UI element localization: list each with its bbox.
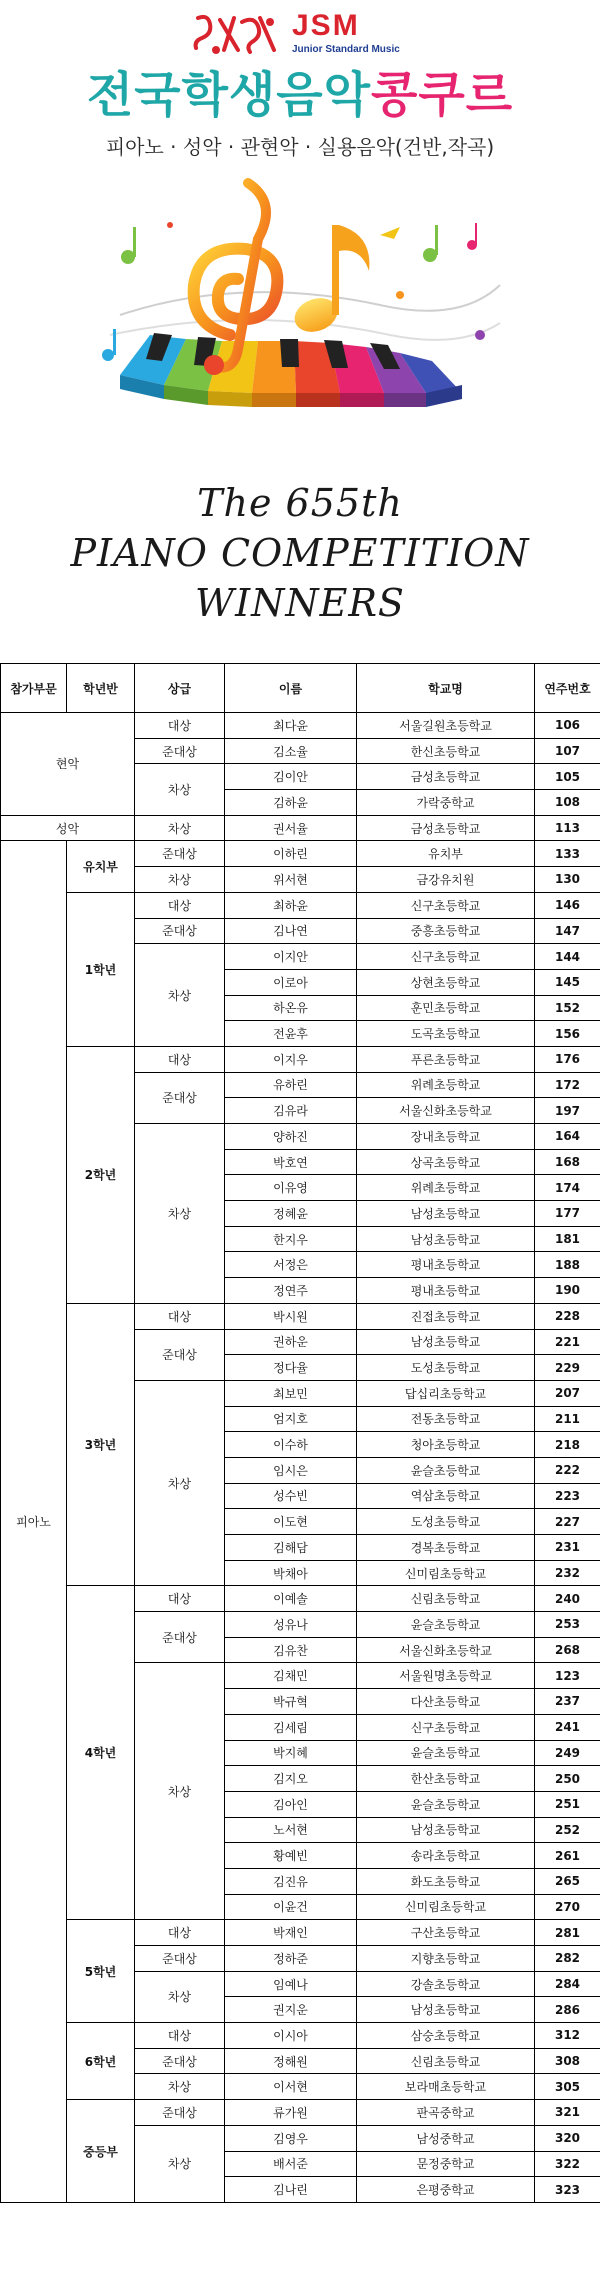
number-cell: 156 xyxy=(535,1021,600,1047)
logo-text: JSM xyxy=(292,9,360,42)
school-cell: 신림초등학교 xyxy=(357,1586,535,1612)
number-cell: 237 xyxy=(535,1689,600,1715)
prize-cell: 차상 xyxy=(135,2125,225,2202)
table-row xyxy=(1,2100,600,2126)
prize-cell: 차상 xyxy=(135,1380,225,1586)
school-cell: 위례초등학교 xyxy=(357,1072,535,1098)
school-cell: 역삼초등학교 xyxy=(357,1483,535,1509)
name-cell: 박호연 xyxy=(225,1149,357,1175)
school-cell: 서울원명초등학교 xyxy=(357,1663,535,1689)
school-cell: 신구초등학교 xyxy=(357,1714,535,1740)
name-cell: 박시원 xyxy=(225,1303,357,1329)
name-cell: 성유나 xyxy=(225,1612,357,1638)
table-header-row xyxy=(1,664,600,713)
prize-cell: 준대상 xyxy=(135,2100,225,2126)
banner-title xyxy=(0,66,600,124)
division-cell: 피아노 xyxy=(1,841,67,2202)
grade-cell: 6학년 xyxy=(67,2023,135,2100)
name-cell: 이윤건 xyxy=(225,1894,357,1920)
name-cell: 정연주 xyxy=(225,1278,357,1304)
prize-cell: 차상 xyxy=(135,1663,225,1920)
prize-cell: 차상 xyxy=(135,867,225,893)
number-cell: 144 xyxy=(535,944,600,970)
number-cell: 113 xyxy=(535,815,600,841)
table-row xyxy=(1,1303,600,1329)
number-cell: 265 xyxy=(535,1868,600,1894)
prize-cell: 차상 xyxy=(135,1971,225,2022)
school-cell: 평내초등학교 xyxy=(357,1278,535,1304)
number-cell: 252 xyxy=(535,1817,600,1843)
number-cell: 172 xyxy=(535,1072,600,1098)
name-cell: 권지운 xyxy=(225,1997,357,2023)
prize-cell: 준대상 xyxy=(135,1612,225,1663)
prize-cell: 준대상 xyxy=(135,918,225,944)
number-cell: 251 xyxy=(535,1791,600,1817)
school-cell: 전동초등학교 xyxy=(357,1406,535,1432)
school-cell: 삼숭초등학교 xyxy=(357,2023,535,2049)
number-cell: 181 xyxy=(535,1226,600,1252)
school-cell: 지향초등학교 xyxy=(357,1946,535,1972)
number-cell: 253 xyxy=(535,1612,600,1638)
number-cell: 211 xyxy=(535,1406,600,1432)
logo-subtext: Junior Standard Music xyxy=(292,44,400,55)
school-cell: 신림초등학교 xyxy=(357,2048,535,2074)
number-cell: 323 xyxy=(535,2177,600,2203)
prize-cell: 대상 xyxy=(135,2023,225,2049)
prize-cell: 대상 xyxy=(135,1586,225,1612)
number-cell: 107 xyxy=(535,738,600,764)
name-cell: 하온유 xyxy=(225,995,357,1021)
name-cell: 박규혁 xyxy=(225,1689,357,1715)
name-cell: 김아인 xyxy=(225,1791,357,1817)
jsm-logo-icon xyxy=(190,12,280,56)
number-cell: 176 xyxy=(535,1046,600,1072)
prize-cell: 차상 xyxy=(135,2074,225,2100)
heading-line3: WINNERS xyxy=(195,581,405,625)
school-cell: 문정중학교 xyxy=(357,2151,535,2177)
number-cell: 152 xyxy=(535,995,600,1021)
grade-cell: 4학년 xyxy=(67,1586,135,1920)
school-cell: 송라초등학교 xyxy=(357,1843,535,1869)
school-cell: 도성초등학교 xyxy=(357,1509,535,1535)
winners-table-body xyxy=(1,713,600,2203)
header-grade: 학년반 xyxy=(67,664,135,713)
school-cell: 남성초등학교 xyxy=(357,1201,535,1227)
number-cell: 320 xyxy=(535,2125,600,2151)
school-cell: 답십리초등학교 xyxy=(357,1380,535,1406)
school-cell: 유치부 xyxy=(357,841,535,867)
name-cell: 황예빈 xyxy=(225,1843,357,1869)
number-cell: 123 xyxy=(535,1663,600,1689)
prize-cell: 준대상 xyxy=(135,738,225,764)
name-cell: 류가원 xyxy=(225,2100,357,2126)
school-cell: 한신초등학교 xyxy=(357,738,535,764)
prize-cell: 대상 xyxy=(135,713,225,739)
name-cell: 이하린 xyxy=(225,841,357,867)
grade-cell: 유치부 xyxy=(67,841,135,892)
school-cell: 구산초등학교 xyxy=(357,1920,535,1946)
music-note-icon xyxy=(290,225,370,338)
number-cell: 108 xyxy=(535,790,600,816)
school-cell: 남성초등학교 xyxy=(357,1226,535,1252)
name-cell: 김채민 xyxy=(225,1663,357,1689)
school-cell: 한산초등학교 xyxy=(357,1766,535,1792)
name-cell: 권하운 xyxy=(225,1329,357,1355)
name-cell: 김나연 xyxy=(225,918,357,944)
grade-cell: 3학년 xyxy=(67,1303,135,1586)
name-cell: 김소율 xyxy=(225,738,357,764)
school-cell: 윤슬초등학교 xyxy=(357,1791,535,1817)
header-number: 연주번호 xyxy=(535,664,600,713)
school-cell: 신미림초등학교 xyxy=(357,1560,535,1586)
school-cell: 남성초등학교 xyxy=(357,1997,535,2023)
heading-line2: PIANO COMPETITION xyxy=(70,531,530,575)
school-cell: 화도초등학교 xyxy=(357,1868,535,1894)
school-cell: 다산초등학교 xyxy=(357,1689,535,1715)
grade-cell: 5학년 xyxy=(67,1920,135,2023)
prize-cell: 차상 xyxy=(135,944,225,1047)
school-cell: 남성중학교 xyxy=(357,2125,535,2151)
school-cell: 가락중학교 xyxy=(357,790,535,816)
header-division: 참가부문 xyxy=(1,664,67,713)
name-cell: 김하윤 xyxy=(225,790,357,816)
name-cell: 김지오 xyxy=(225,1766,357,1792)
school-cell: 중흥초등학교 xyxy=(357,918,535,944)
school-cell: 보라매초등학교 xyxy=(357,2074,535,2100)
number-cell: 261 xyxy=(535,1843,600,1869)
school-cell: 은평중학교 xyxy=(357,2177,535,2203)
name-cell: 김영우 xyxy=(225,2125,357,2151)
prize-cell: 준대상 xyxy=(135,1329,225,1380)
name-cell: 최하윤 xyxy=(225,892,357,918)
table-row xyxy=(1,892,600,918)
school-cell: 경복초등학교 xyxy=(357,1535,535,1561)
school-cell: 청아초등학교 xyxy=(357,1432,535,1458)
name-cell: 임예나 xyxy=(225,1971,357,1997)
name-cell: 박채아 xyxy=(225,1560,357,1586)
competition-heading xyxy=(0,478,600,628)
table-row xyxy=(1,841,600,867)
number-cell: 223 xyxy=(535,1483,600,1509)
table-row xyxy=(1,815,600,841)
school-cell: 푸른초등학교 xyxy=(357,1046,535,1072)
number-cell: 228 xyxy=(535,1303,600,1329)
prize-cell: 준대상 xyxy=(135,1072,225,1123)
number-cell: 190 xyxy=(535,1278,600,1304)
number-cell: 240 xyxy=(535,1586,600,1612)
banner-subtitle: 피아노 · 성악 · 관현악 · 실용음악(건반,작곡) xyxy=(105,135,495,159)
school-cell: 금강유치원 xyxy=(357,867,535,893)
name-cell: 김해담 xyxy=(225,1535,357,1561)
school-cell: 강솔초등학교 xyxy=(357,1971,535,1997)
school-cell: 남성초등학교 xyxy=(357,1817,535,1843)
prize-cell: 준대상 xyxy=(135,841,225,867)
name-cell: 정하준 xyxy=(225,1946,357,1972)
table-row xyxy=(1,2023,600,2049)
school-cell: 도곡초등학교 xyxy=(357,1021,535,1047)
number-cell: 106 xyxy=(535,713,600,739)
number-cell: 268 xyxy=(535,1637,600,1663)
table-row xyxy=(1,713,600,739)
school-cell: 진접초등학교 xyxy=(357,1303,535,1329)
prize-cell: 차상 xyxy=(135,815,225,841)
number-cell: 270 xyxy=(535,1894,600,1920)
number-cell: 284 xyxy=(535,1971,600,1997)
name-cell: 위서현 xyxy=(225,867,357,893)
name-cell: 양하진 xyxy=(225,1124,357,1150)
school-cell: 신구초등학교 xyxy=(357,944,535,970)
name-cell: 서정은 xyxy=(225,1252,357,1278)
prize-cell: 차상 xyxy=(135,764,225,815)
name-cell: 정혜윤 xyxy=(225,1201,357,1227)
number-cell: 249 xyxy=(535,1740,600,1766)
number-cell: 207 xyxy=(535,1380,600,1406)
number-cell: 174 xyxy=(535,1175,600,1201)
number-cell: 321 xyxy=(535,2100,600,2126)
school-cell: 남성초등학교 xyxy=(357,1329,535,1355)
number-cell: 227 xyxy=(535,1509,600,1535)
logo xyxy=(0,8,600,56)
school-cell: 상곡초등학교 xyxy=(357,1149,535,1175)
number-cell: 231 xyxy=(535,1535,600,1561)
school-cell: 상현초등학교 xyxy=(357,969,535,995)
banner-title-part2: 콩쿠르 xyxy=(371,67,514,123)
name-cell: 배서준 xyxy=(225,2151,357,2177)
header-name: 이름 xyxy=(225,664,357,713)
name-cell: 김세림 xyxy=(225,1714,357,1740)
table-row xyxy=(1,1920,600,1946)
number-cell: 177 xyxy=(535,1201,600,1227)
number-cell: 229 xyxy=(535,1355,600,1381)
number-cell: 281 xyxy=(535,1920,600,1946)
number-cell: 164 xyxy=(535,1124,600,1150)
name-cell: 박재인 xyxy=(225,1920,357,1946)
number-cell: 105 xyxy=(535,764,600,790)
name-cell: 김유찬 xyxy=(225,1637,357,1663)
name-cell: 이수하 xyxy=(225,1432,357,1458)
number-cell: 232 xyxy=(535,1560,600,1586)
number-cell: 250 xyxy=(535,1766,600,1792)
school-cell: 신구초등학교 xyxy=(357,892,535,918)
music-keyboard-illustration xyxy=(80,165,520,445)
prize-cell: 대상 xyxy=(135,1920,225,1946)
division-cell: 성악 xyxy=(1,815,135,841)
name-cell: 권서율 xyxy=(225,815,357,841)
name-cell: 이지우 xyxy=(225,1046,357,1072)
name-cell: 성수빈 xyxy=(225,1483,357,1509)
name-cell: 김나린 xyxy=(225,2177,357,2203)
name-cell: 이도현 xyxy=(225,1509,357,1535)
name-cell: 전윤후 xyxy=(225,1021,357,1047)
name-cell: 최보민 xyxy=(225,1380,357,1406)
name-cell: 박지혜 xyxy=(225,1740,357,1766)
school-cell: 서울길원초등학교 xyxy=(357,713,535,739)
school-cell: 윤슬초등학교 xyxy=(357,1740,535,1766)
number-cell: 133 xyxy=(535,841,600,867)
name-cell: 정다율 xyxy=(225,1355,357,1381)
number-cell: 282 xyxy=(535,1946,600,1972)
prize-cell: 대상 xyxy=(135,1303,225,1329)
prize-cell: 대상 xyxy=(135,892,225,918)
table-row xyxy=(1,1046,600,1072)
school-cell: 윤슬초등학교 xyxy=(357,1457,535,1483)
school-cell: 서울신화초등학교 xyxy=(357,1098,535,1124)
name-cell: 한지우 xyxy=(225,1226,357,1252)
division-cell: 현악 xyxy=(1,713,135,816)
name-cell: 이로아 xyxy=(225,969,357,995)
school-cell: 장내초등학교 xyxy=(357,1124,535,1150)
grade-cell: 2학년 xyxy=(67,1046,135,1303)
banner-title-part1: 전국학생음악 xyxy=(86,67,372,123)
school-cell: 위례초등학교 xyxy=(357,1175,535,1201)
name-cell: 이유영 xyxy=(225,1175,357,1201)
prize-cell: 대상 xyxy=(135,1046,225,1072)
header-school: 학교명 xyxy=(357,664,535,713)
number-cell: 286 xyxy=(535,1997,600,2023)
name-cell: 이시아 xyxy=(225,2023,357,2049)
winners-table xyxy=(0,663,600,2203)
number-cell: 305 xyxy=(535,2074,600,2100)
number-cell: 188 xyxy=(535,1252,600,1278)
name-cell: 유하린 xyxy=(225,1072,357,1098)
name-cell: 김이안 xyxy=(225,764,357,790)
prize-cell: 준대상 xyxy=(135,2048,225,2074)
school-cell: 금성초등학교 xyxy=(357,815,535,841)
number-cell: 147 xyxy=(535,918,600,944)
table-row xyxy=(1,1586,600,1612)
name-cell: 최다윤 xyxy=(225,713,357,739)
name-cell: 정해원 xyxy=(225,2048,357,2074)
school-cell: 윤슬초등학교 xyxy=(357,1612,535,1638)
school-cell: 도성초등학교 xyxy=(357,1355,535,1381)
grade-cell: 1학년 xyxy=(67,892,135,1046)
prize-cell: 차상 xyxy=(135,1124,225,1304)
number-cell: 221 xyxy=(535,1329,600,1355)
name-cell: 김진유 xyxy=(225,1868,357,1894)
school-cell: 신미림초등학교 xyxy=(357,1894,535,1920)
heading-line1: The 655th xyxy=(197,481,403,525)
banner xyxy=(0,0,600,450)
grade-cell: 중등부 xyxy=(67,2100,135,2203)
name-cell: 김유라 xyxy=(225,1098,357,1124)
name-cell: 엄지호 xyxy=(225,1406,357,1432)
name-cell: 이지안 xyxy=(225,944,357,970)
number-cell: 197 xyxy=(535,1098,600,1124)
school-cell: 평내초등학교 xyxy=(357,1252,535,1278)
name-cell: 노서현 xyxy=(225,1817,357,1843)
number-cell: 130 xyxy=(535,867,600,893)
school-cell: 서울신화초등학교 xyxy=(357,1637,535,1663)
number-cell: 168 xyxy=(535,1149,600,1175)
number-cell: 308 xyxy=(535,2048,600,2074)
school-cell: 훈민초등학교 xyxy=(357,995,535,1021)
school-cell: 금성초등학교 xyxy=(357,764,535,790)
number-cell: 218 xyxy=(535,1432,600,1458)
number-cell: 145 xyxy=(535,969,600,995)
number-cell: 222 xyxy=(535,1457,600,1483)
number-cell: 322 xyxy=(535,2151,600,2177)
name-cell: 이예솔 xyxy=(225,1586,357,1612)
prize-cell: 준대상 xyxy=(135,1946,225,1972)
name-cell: 임시은 xyxy=(225,1457,357,1483)
school-cell: 판곡중학교 xyxy=(357,2100,535,2126)
number-cell: 241 xyxy=(535,1714,600,1740)
number-cell: 146 xyxy=(535,892,600,918)
header-prize: 상급 xyxy=(135,664,225,713)
number-cell: 312 xyxy=(535,2023,600,2049)
piano-keys xyxy=(120,333,462,407)
name-cell: 이서현 xyxy=(225,2074,357,2100)
